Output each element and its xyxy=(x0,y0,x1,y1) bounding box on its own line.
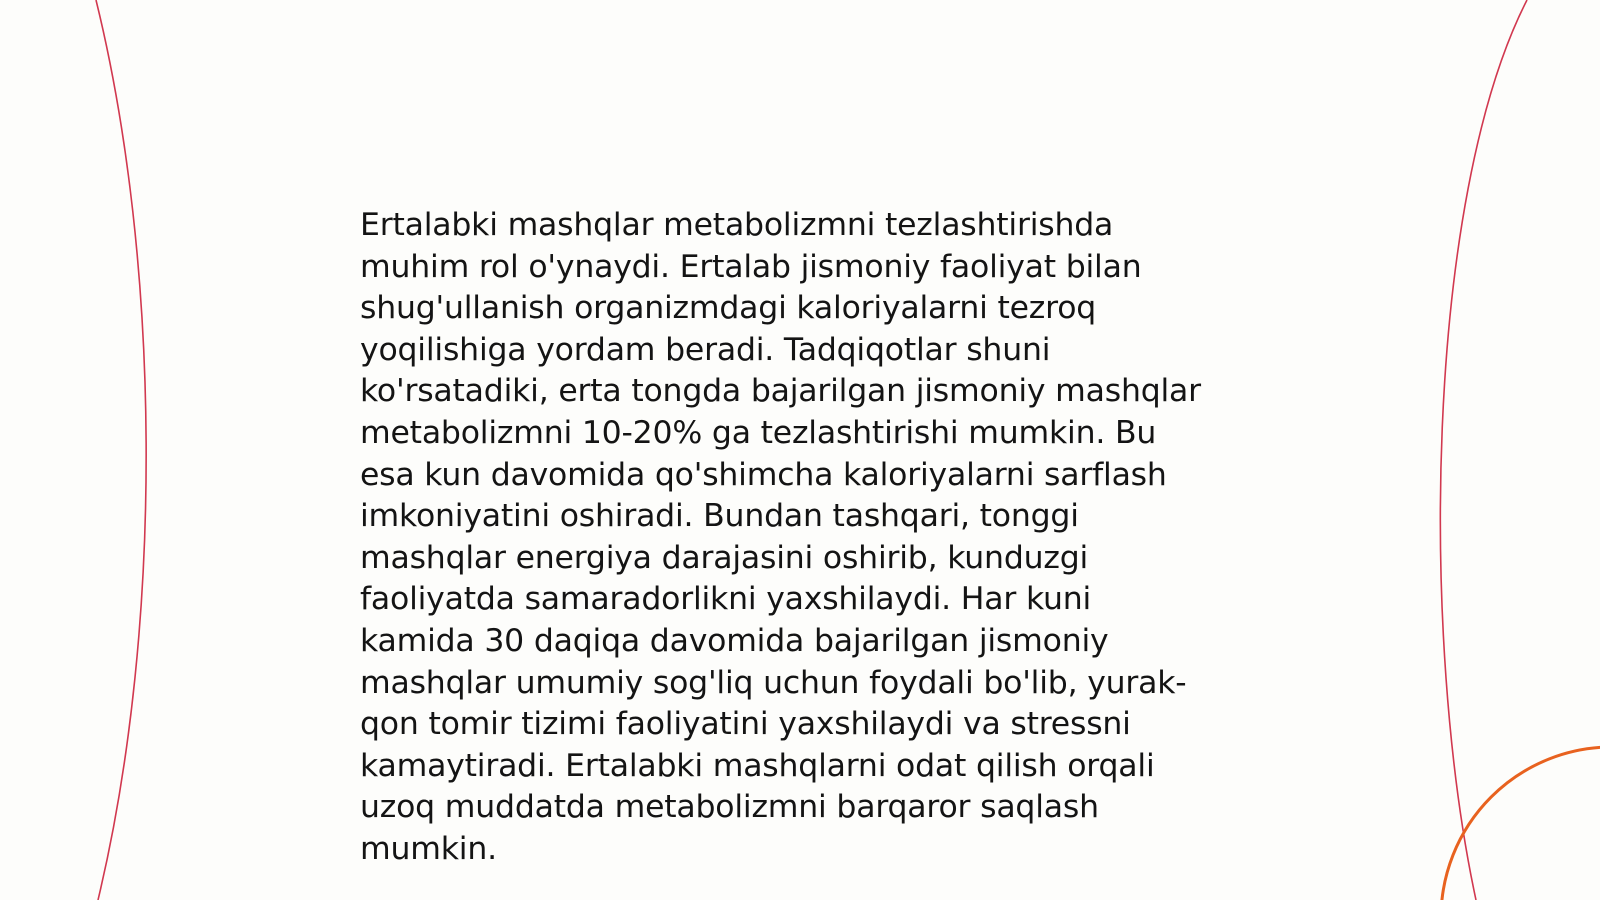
paragraph-line: qon tomir tizimi faoliyatini yaxshilaydi va stressni xyxy=(360,706,1131,743)
paragraph-line: mashqlar energiya darajasini oshirib, kunduzgi xyxy=(360,539,1089,576)
paragraph-line: Ertalabki mashqlar metabolizmni tezlashtirishda xyxy=(360,207,1114,243)
paragraph-line: mashqlar umumiy sog'liq uchun foydali bo'lib, yurak- xyxy=(360,664,1187,701)
paragraph-line: yoqilishiga yordam beradi. Tadqiqotlar shuni xyxy=(360,331,1051,368)
left-curve-line xyxy=(96,0,146,900)
paragraph-line: muhim rol o'ynaydi. Ertalab jismoniy faoliyat bilan xyxy=(360,248,1142,285)
paragraph-line: imkoniyatini oshiradi. Bundan tashqari, tonggi xyxy=(360,498,1079,535)
paragraph-line: kamaytiradi. Ertalabki mashqlarni odat qilish orqali xyxy=(360,747,1155,784)
orange-circle-outline xyxy=(1441,747,1600,900)
paragraph-line: ko'rsatadiki, erta tongda bajarilgan jismoniy mashqlar xyxy=(360,373,1201,410)
paragraph-line: esa kun davomida qo'shimcha kaloriyalarni sarflash xyxy=(360,456,1167,493)
paragraph-line: mumkin. xyxy=(360,830,497,867)
paragraph-line: kamida 30 daqiqa davomida bajarilgan jismoniy xyxy=(360,622,1109,659)
body-paragraph xyxy=(360,205,1260,871)
right-curve-line xyxy=(1440,0,1527,900)
paragraph-line: shug'ullanish organizmdagi kaloriyalarni tezroq xyxy=(360,290,1097,327)
paragraph-line: faoliyatda samaradorlikni yaxshilaydi. Har kuni xyxy=(360,581,1092,618)
paragraph-line: uzoq muddatda metabolizmni barqaror saqlash xyxy=(360,789,1099,826)
paragraph-line: metabolizmni 10-20% ga tezlashtirishi mumkin. Bu xyxy=(360,414,1157,451)
